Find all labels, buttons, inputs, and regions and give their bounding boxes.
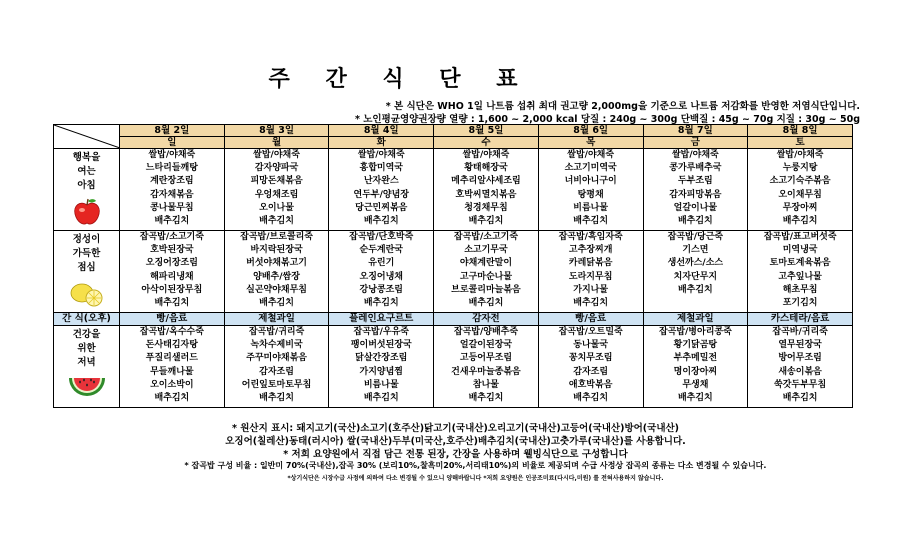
- snack-item: 제철과일: [643, 313, 748, 326]
- breakfast-menu: 쌀밥/야채죽 콩가루배추국 두부조림 감자피망볶음 얼갈이나물 배추김치: [643, 149, 748, 231]
- lunch-label-line: 정성이: [72, 234, 101, 245]
- date-cell: 8월 3일: [224, 125, 329, 137]
- dinner-menu: 잡곡밥/오트밀죽 동나물국 꽁치무조림 감자조림 애호박볶음 배추김치: [538, 326, 643, 408]
- day-cell: 월: [224, 137, 329, 149]
- snack-row: [54, 313, 853, 326]
- date-cell: 8월 4일: [329, 125, 434, 137]
- breakfast-menu: 쌀밥/야채죽 느타리들깨탕 계란장조림 감자채볶음 콩나물무침 배추김치: [120, 149, 225, 231]
- lunch-label-line: 점심: [77, 262, 96, 273]
- date-cell: 8월 7일: [643, 125, 748, 137]
- lunch-row: [54, 231, 853, 313]
- day-cell: 수: [434, 137, 539, 149]
- breakfast-label-line: 행복을: [72, 152, 101, 163]
- lunch-menu: 잡곡밥/단호박죽 순두계란국 유린기 오징어냉채 강낭콩조림 배추김치: [329, 231, 434, 313]
- diagonal-line: [54, 125, 120, 148]
- date-cell: 8월 6일: [538, 125, 643, 137]
- breakfast-label-line: 아침: [77, 180, 96, 191]
- dinner-label-line: 건강을: [72, 329, 101, 340]
- watermelon-icon: [67, 374, 107, 398]
- origin-note-continued: 오징어(칠레산)동태(러시아) 쌀(국내산)두부(미국산,호주산)배추김치(국내산)고춧가루(국내산)를 사용합니다.: [225, 436, 686, 447]
- date-cell: 8월 8일: [748, 125, 853, 137]
- sauce-note: * 저희 요양원에서 직접 담근 전통 된장, 간장을 사용하며 웰빙식단으로 구성합니다: [283, 449, 628, 460]
- day-cell: 일: [120, 137, 225, 149]
- weekly-menu-table: [53, 124, 853, 408]
- snack-item: 빵/음료: [538, 313, 643, 326]
- date-cell: 8월 5일: [434, 125, 539, 137]
- breakfast-row: [54, 149, 853, 231]
- dinner-menu: 잡곡밥/귀리죽 녹차수제비국 주꾸미야채볶음 감자조림 어린잎토마토무침 배추김치: [224, 326, 329, 408]
- snack-item: 빵/음료: [120, 313, 225, 326]
- day-cell: 목: [538, 137, 643, 149]
- breakfast-menu: 쌀밥/야채죽 감자양파국 피망돈채볶음 우엉채조림 오이나물 배추김치: [224, 149, 329, 231]
- snack-label: 간 식(오후): [54, 313, 120, 326]
- snack-item: 감자전: [434, 313, 539, 326]
- lunch-label-line: 가득한: [72, 248, 101, 259]
- dinner-label-line: 위한: [77, 343, 96, 354]
- grain-ratio-note: * 잡곡밥 구성 비율 : 일반미 70%(국내산),잡곡 30% (보리10%,찰흑미20%,서리태10%)의 비율로 제공되며 수급 사정상 잡곡의 종류는 다소 변경될 수 있습니다.: [184, 461, 767, 470]
- dinner-row: [54, 326, 853, 408]
- breakfast-label-cell: [54, 149, 120, 231]
- date-cell: 8월 2일: [120, 125, 225, 137]
- breakfast-menu: 쌀밥/야채죽 황태해장국 메추리알샤세조림 호박씨멸치볶음 청경채무침 배추김치: [434, 149, 539, 231]
- breakfast-menu: 쌀밥/야채죽 홍합미역국 난자완스 연두부/양념장 당근민찌볶음 배추김치: [329, 149, 434, 231]
- apple-icon: [72, 197, 102, 227]
- lemon-icon: [69, 279, 105, 309]
- day-cell: 금: [643, 137, 748, 149]
- nutrition-note: * 노인평균영양권장량 열량 : 1,600 ~ 2,000 kcal 당질 : 240g ~ 300g 단백질 : 45g ~ 70g 지질 : 30g ~ 50g: [354, 114, 860, 125]
- lunch-label-cell: [54, 231, 120, 313]
- snack-item: 플레인요구르트: [329, 313, 434, 326]
- lunch-menu: 잡곡밥/표고버섯죽 미역냉국 토마토계육볶음 고추잎나물 해초무침 포기김치: [748, 231, 853, 313]
- day-cell: 화: [329, 137, 434, 149]
- sodium-note: * 본 식단은 WHO 1일 나트륨 섭취 최대 권고량 2,000mg을 기준으로 나트륨 저감화를 반영한 저염식단입니다.: [385, 101, 860, 112]
- page-title: 주 간 식 단 표: [268, 67, 532, 92]
- dinner-menu: 잡곡밥/옥수수죽 돈사태김자탕 푸질리샐러드 무들깨나물 오이소박이 배추김치: [120, 326, 225, 408]
- dinner-menu: 잡곡바/귀리죽 열무된장국 방어무조림 새송이볶음 쑥갓두부무침 배추김치: [748, 326, 853, 408]
- snack-item: 제철과일: [224, 313, 329, 326]
- date-row: [54, 125, 853, 137]
- lunch-menu: 잡곡밥/흑임자죽 고추장찌개 카레닭볶음 도라지무침 가지나물 배추김치: [538, 231, 643, 313]
- lunch-menu: 잡곡밥/브로콜리죽 바지락된장국 버섯야채볶고기 양배추/쌈장 실곤약야채무침 배추김치: [224, 231, 329, 313]
- origin-note: * 원산지 표시: 돼지고기(국산)소고기(호주산)닭고기(국내산)오리고기(국내산)고등어(국내산)방어(국내산): [231, 423, 680, 434]
- dinner-menu: 잡곡밥/우유죽 팽이버섯된장국 닭살간장조림 가지양념찜 비름나물 배추김치: [329, 326, 434, 408]
- lunch-menu: 잡곡밥/당근죽 기스면 생선까스/소스 치자단무지 배추김치: [643, 231, 748, 313]
- disclaimer-note: *상기식단은 시장수급 사정에 의하여 다소 변경될 수 있으니 양해바랍니다 *저희 요양원은 인공조미료(다시다,미원) 를 전혀사용하지 않습니다.: [287, 475, 664, 482]
- corner-cell: [54, 125, 120, 149]
- breakfast-menu: 쌀밥/야채죽 누룽지탕 소고기숙주볶음 오이채무침 무장아찌 배추김치: [748, 149, 853, 231]
- dinner-label-line: 저녁: [77, 357, 96, 368]
- dinner-menu: 잡곡밥/병아리콩죽 황기닭곰탕 부추메밀전 명이장아찌 무생채 배추김치: [643, 326, 748, 408]
- breakfast-menu: 쌀밥/야채죽 소고기미역국 너비아니구이 탕평채 비름나물 배추김치: [538, 149, 643, 231]
- breakfast-label-line: 여는: [77, 166, 96, 177]
- lunch-menu: 잡곡밥/소고기죽 소고기무국 야채계란말이 고구마순나물 브로콜리마늘볶음 배추김치: [434, 231, 539, 313]
- dinner-label-cell: [54, 326, 120, 408]
- snack-item: 카스테라/음료: [748, 313, 853, 326]
- day-cell: 토: [748, 137, 853, 149]
- dinner-menu: 잡곡밥/양배추죽 얼갈이된장국 고등어무조림 건새우마늘종볶음 참나물 배추김치: [434, 326, 539, 408]
- day-row: [54, 137, 853, 149]
- lunch-menu: 잡곡밥/소고기죽 호박된장국 오징어장조림 해파리냉채 아삭이된장무침 배추김치: [120, 231, 225, 313]
